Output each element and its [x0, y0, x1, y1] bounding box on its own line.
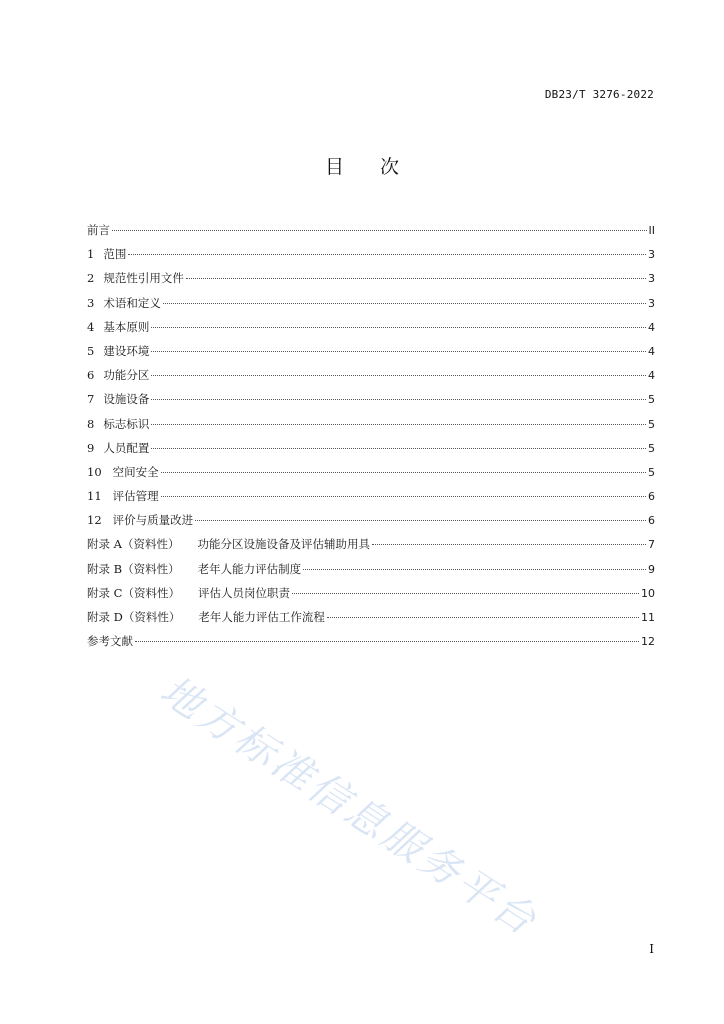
toc-entry-label: 5 建设环境	[87, 339, 149, 363]
table-of-contents	[87, 218, 655, 653]
toc-entry-label: 12 评价与质量改进	[87, 508, 193, 532]
toc-entry-references[interactable]	[87, 629, 655, 653]
toc-entry-page: 7	[648, 538, 655, 552]
toc-dot-leader	[292, 593, 639, 594]
toc-dot-leader	[195, 520, 646, 521]
toc-entry-page: 3	[648, 248, 655, 262]
toc-entry-foreword[interactable]	[87, 218, 655, 242]
toc-entry-label: 前言	[87, 223, 110, 237]
toc-entry-11[interactable]	[87, 484, 655, 508]
toc-dot-leader	[327, 617, 639, 618]
toc-entry-page: 10	[641, 586, 655, 600]
page-title-part-1: 目	[324, 156, 344, 178]
toc-dot-leader	[186, 278, 646, 279]
toc-entry-page: 9	[648, 562, 655, 576]
toc-entry-page: 5	[648, 441, 655, 455]
toc-entry-number: 3	[87, 295, 95, 310]
toc-entry-number: 1	[87, 247, 95, 262]
toc-entry-label: 附录 C（资料性） 评估人员岗位职责	[87, 581, 290, 605]
toc-entry-page: 11	[641, 611, 655, 624]
toc-entry-number: 12	[87, 513, 102, 528]
toc-appendix-number: 附录 B（资料性）	[87, 561, 180, 576]
toc-entry-number: 4	[87, 319, 95, 334]
toc-entry-number: 6	[87, 368, 95, 383]
watermark: 地方标准信息服务平台	[152, 667, 547, 946]
document-code: DB23/T 3276-2022	[544, 88, 654, 101]
toc-entry-label: 8 标志标识	[87, 412, 149, 436]
toc-entry-10[interactable]	[87, 460, 655, 484]
toc-entry-2[interactable]	[87, 266, 655, 290]
toc-entry-page: II	[648, 224, 655, 237]
toc-entry-6[interactable]	[87, 363, 655, 387]
toc-dot-leader	[151, 351, 646, 352]
toc-entry-appendix-c[interactable]	[87, 581, 655, 605]
page-title-part-2: 次	[380, 156, 400, 178]
toc-entry-page: 6	[648, 514, 655, 528]
toc-appendix-number: 附录 C（资料性）	[87, 585, 180, 600]
toc-entry-label: 11 评估管理	[87, 484, 159, 508]
toc-entry-page: 12	[641, 635, 655, 649]
toc-dot-leader	[112, 230, 647, 231]
toc-entry-label: 附录 D（资料性） 老年人能力评估工作流程	[87, 605, 325, 629]
toc-dot-leader	[161, 496, 646, 497]
toc-entry-9[interactable]	[87, 436, 655, 460]
toc-entry-page: 5	[648, 417, 655, 431]
page-title	[0, 152, 724, 179]
toc-entry-page: 4	[648, 344, 655, 358]
toc-entry-number: 11	[87, 489, 102, 504]
toc-entry-label: 1 范围	[87, 242, 126, 266]
toc-entry-8[interactable]	[87, 412, 655, 436]
toc-entry-appendix-a[interactable]	[87, 532, 655, 556]
toc-appendix-number: 附录 A（资料性）	[87, 537, 180, 552]
toc-entry-label: 附录 B（资料性） 老年人能力评估制度	[87, 557, 301, 581]
toc-entry-page: 5	[648, 465, 655, 479]
toc-entry-5[interactable]	[87, 339, 655, 363]
toc-entry-3[interactable]	[87, 291, 655, 315]
toc-entry-label: 附录 A（资料性） 功能分区设施设备及评估辅助用具	[87, 532, 370, 556]
toc-dot-leader	[161, 472, 646, 473]
toc-entry-label: 4 基本原则	[87, 315, 149, 339]
toc-entry-page: 4	[648, 369, 655, 383]
toc-appendix-number: 附录 D（资料性）	[87, 610, 181, 624]
toc-entry-4[interactable]	[87, 315, 655, 339]
toc-entry-label: 2 规范性引用文件	[87, 266, 184, 290]
toc-entry-number: 2	[87, 271, 95, 286]
toc-entry-label: 9 人员配置	[87, 436, 149, 460]
toc-entry-1[interactable]	[87, 242, 655, 266]
toc-dot-leader	[128, 254, 646, 255]
toc-entry-appendix-d[interactable]	[87, 605, 655, 629]
toc-entry-page: 6	[648, 490, 655, 504]
toc-entry-label: 3 术语和定义	[87, 291, 161, 315]
toc-dot-leader	[151, 399, 646, 400]
toc-dot-leader	[303, 569, 646, 570]
toc-dot-leader	[151, 327, 646, 328]
toc-dot-leader	[151, 424, 646, 425]
toc-entry-page: 4	[648, 320, 655, 334]
toc-dot-leader	[151, 375, 646, 376]
toc-dot-leader	[372, 544, 646, 545]
toc-entry-label: 6 功能分区	[87, 363, 149, 387]
toc-entry-label: 7 设施设备	[87, 387, 149, 411]
toc-dot-leader	[135, 641, 639, 642]
toc-entry-label: 参考文献	[87, 634, 133, 649]
toc-entry-number: 5	[87, 343, 95, 358]
toc-entry-number: 8	[87, 416, 95, 431]
toc-entry-number: 9	[87, 440, 95, 455]
toc-entry-7[interactable]	[87, 387, 655, 411]
toc-entry-12[interactable]	[87, 508, 655, 532]
toc-entry-page: 3	[648, 272, 655, 286]
page-number: I	[649, 942, 654, 956]
toc-dot-leader	[163, 303, 646, 304]
toc-entry-number: 10	[87, 464, 102, 479]
toc-entry-page: 3	[648, 296, 655, 310]
toc-entry-appendix-b[interactable]	[87, 557, 655, 581]
toc-entry-label: 10 空间安全	[87, 460, 159, 484]
toc-entry-page: 5	[648, 393, 655, 407]
toc-dot-leader	[151, 448, 646, 449]
toc-entry-number: 7	[87, 392, 95, 407]
